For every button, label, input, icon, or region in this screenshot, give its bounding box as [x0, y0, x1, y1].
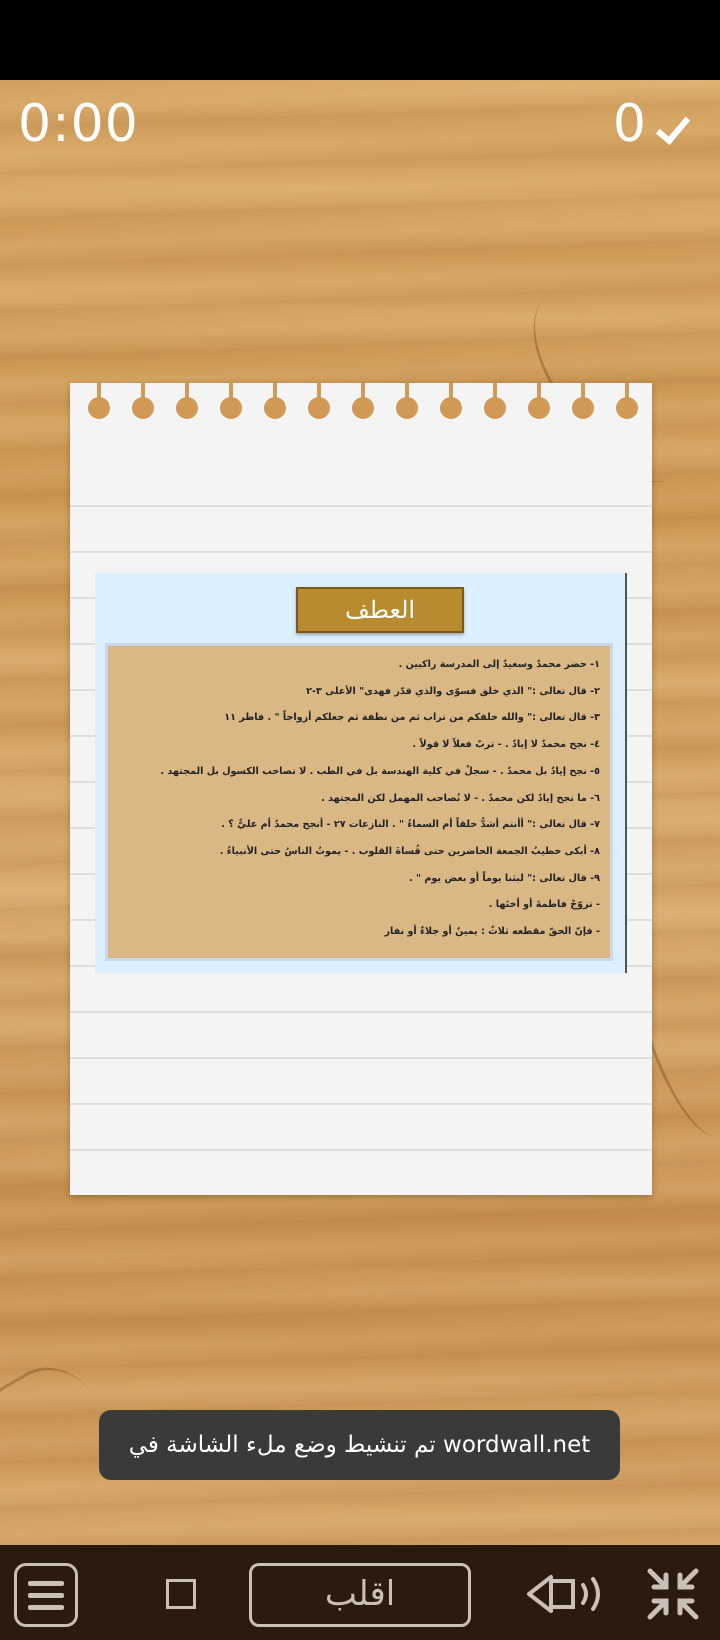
slide-line: ٥- نجح إيادٌ بل محمدٌ . - سجلْ في كلية الهندسة بل في الطب . لا تصاحب الكسول بل المجتهد .: [160, 765, 600, 777]
hole: [352, 397, 374, 419]
slide-line: ٨- أبكى خطيبُ الجمعة الحاضرين حتى قُساةَ القلوب . - يموتُ الناسُ حتى الأنبياءُ .: [219, 845, 600, 857]
hole: [616, 397, 638, 419]
hole: [396, 397, 418, 419]
slide-line: ٣- قال تعالى :" والله خلقكم من تراب ثم من نطفة ثم جعلكم أزواجاً " . فاطر ١١: [224, 712, 600, 724]
slide-line: - تزوّجْ فاطمةَ أو أختَها .: [488, 899, 600, 911]
speaker-icon[interactable]: [525, 1569, 611, 1619]
paper-top: [70, 383, 652, 453]
hole: [88, 397, 110, 419]
score-display: [613, 94, 690, 154]
fullscreen-toast: تم تنشيط وضع ملء الشاشة في wordwall.net: [99, 1410, 620, 1480]
card-image: [95, 573, 627, 973]
hole: [132, 397, 154, 419]
notepad-card[interactable]: [70, 383, 652, 1195]
hole: [176, 397, 198, 419]
timer: 0:00: [18, 94, 139, 154]
slide-line: ٤- نجح محمدٌ لا إيادٌ . - تربّ فعلاً لا قولاً .: [412, 739, 600, 751]
slide-title: العطف: [296, 587, 464, 633]
hole: [440, 397, 462, 419]
slide-line: ٦- ما نجح إيادٌ لكن محمدٌ . - لا تُصاحب المهمل لكن المجتهد .: [321, 792, 600, 804]
slide-line: - فإنّ الحقّ مقطعه ثلاثٌ : يمينٌ أو جلاءٌ أو نفار: [384, 926, 600, 938]
hole: [264, 397, 286, 419]
status-bar: [0, 0, 720, 80]
paper-holes: [88, 397, 638, 419]
flip-button[interactable]: اقلب: [249, 1563, 471, 1627]
menu-icon-bar: [28, 1593, 64, 1598]
hole: [528, 397, 550, 419]
stop-button[interactable]: [166, 1579, 196, 1609]
slide-line: ٧- قال تعالى :" أأنتم أشدُّ خلقاً أم السماءُ " . النازعات ٢٧ - أنجح محمدٌ أم عليٌّ ؟ .: [221, 819, 600, 831]
menu-icon-bar: [28, 1605, 64, 1610]
exit-fullscreen-icon[interactable]: [646, 1567, 700, 1621]
game-area: [0, 80, 720, 1545]
hole: [220, 397, 242, 419]
slide-line: ٢- قال تعالى :" الذي خلق فسوّى والذي قدّر فهدى" الأعلى ٣-٢: [306, 685, 600, 697]
menu-button[interactable]: [14, 1563, 78, 1627]
hole: [484, 397, 506, 419]
check-icon: [656, 111, 690, 145]
bottom-toolbar: [0, 1545, 720, 1640]
slide-body: [105, 643, 613, 961]
score-value: 0: [612, 94, 646, 154]
hole: [308, 397, 330, 419]
slide-line: ١- حضر محمدٌ وسعيدٌ إلى المدرسة راكبين .: [398, 659, 600, 670]
slide-line: ٩- قال تعالى :" لبثنا يوماً أو بعض يوم " .: [409, 872, 600, 884]
menu-icon-bar: [28, 1581, 64, 1586]
hole: [572, 397, 594, 419]
